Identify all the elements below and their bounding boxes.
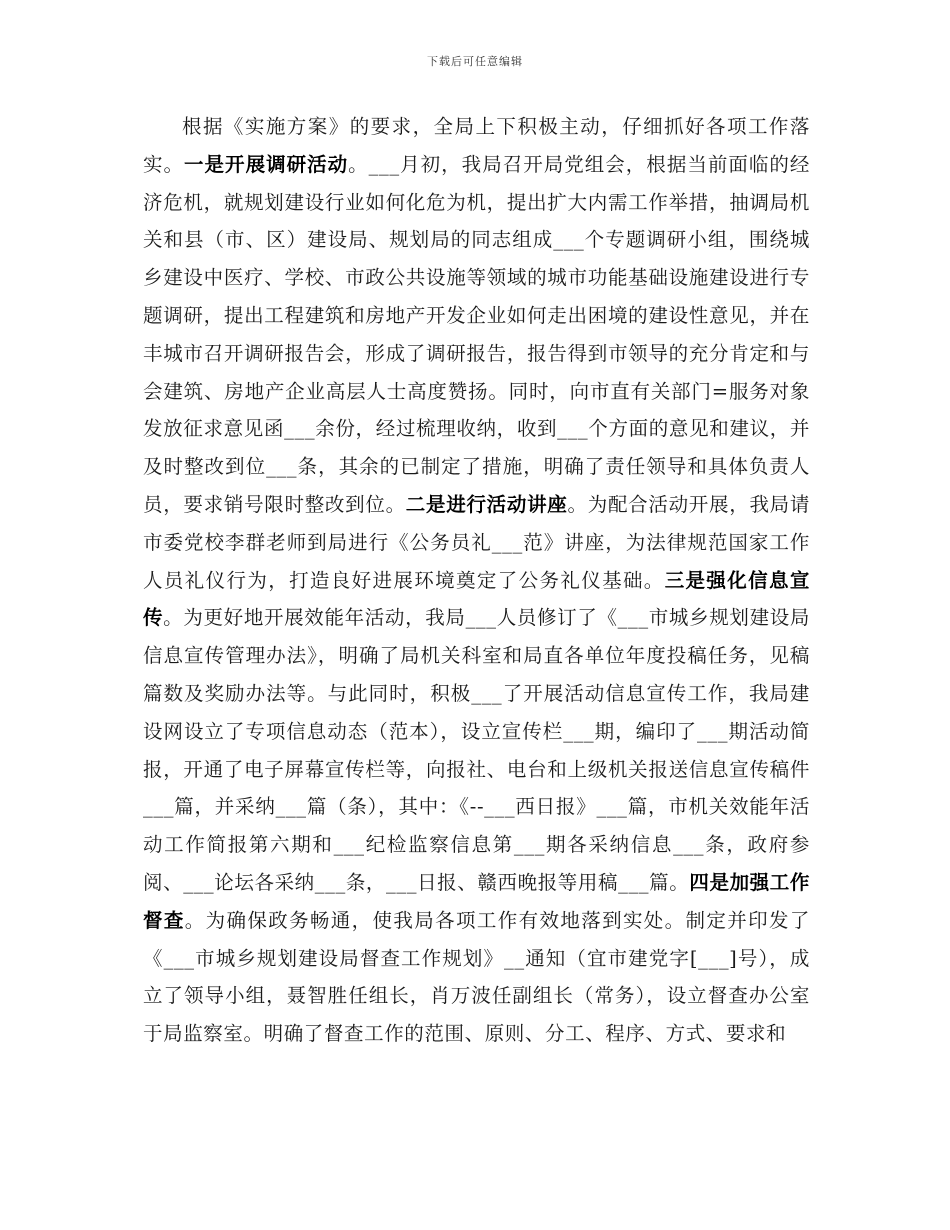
body-text-3: 。为配合活动开展，我局请市委党校李群老师到局进行《公务员礼___范》讲座，为法律规范国家工作人员礼仪行为，打造良好进展环境奠定了公务礼仪基础。 <box>143 492 810 592</box>
body-text-2: 。___月初，我局召开局党组会，根据当前面临的经济危机，就规划建设行业如何化危为机，提出扩大内需工作举措，抽调局机关和县（市、区）建设局、规划局的同志组成___个专题调研小组，围绕城乡建设中医疗、学校、市政公共设施等领域的城市功能基础设施建设进行专题调研，提出工程建筑和房地产开发企业如何走出困境的建设性意见，并在丰城市召开调研报告会，形成了调研报告，报告得到市领导的充分肯定和与会建筑、房地产企业高层人士高度赞扬。同时，向市直有关部门=服务对象发放征求意见函___余份，经过梳理收纳，收到___个方面的意见和建议，并及时整改到位___条，其余的已制定了措施，明确了责任领导和具体负责人员，要求销号限时整改到位。 <box>143 152 810 516</box>
heading-lecture: 二是进行活动讲座 <box>405 492 568 516</box>
body-text-1: 根据《实施方案》的要求，全局上下积极主动，仔细抓好各项工作落实。 <box>143 115 810 176</box>
body-text-4: 。为更好地开展效能年活动，我局___人员修订了《___市城乡规划建设局信息宣传管理办法》，明确了局机关科室和局直各单位年度投稿任务，见稿篇数及奖励办法等。与此同时，积极___了开展活动信息宣传工作，我局建设网设立了专项信息动态（范本），设立宣传栏___期，编印了___期活动简报，开通了电子屏幕宣传栏等，向报社、电台和上级机关报送信息宣传稿件___篇，并采纳___篇（条），其中：《--___西日报》___篇，市机关效能年活动工作简报第六期和___纪检监察信息第___期各采纳信息___条，政府参阅、___论坛各采纳___条，___日报、赣西晚报等用稿___篇。 <box>143 606 810 894</box>
document-body <box>143 108 810 1053</box>
page-header: 下载后可任意编辑 <box>427 55 523 68</box>
heading-publicity: 三是强化信息宣传 <box>143 568 810 630</box>
heading-supervision: 四是加强工作督查 <box>143 870 810 932</box>
body-text-5: 。为确保政务畅通，使我局各项工作有效地落到实处。制定并印发了《___市城乡规划建设局督查工作规划》__通知（宜市建党字[___]号），成立了领导小组，聂智胜任组长，肖万波任副组长（常务），设立督查办公室于局监察室。明确了督查工作的范围、原则、分工、程序、方式、要求和 <box>143 908 810 1046</box>
heading-research: 一是开展调研活动 <box>184 152 349 176</box>
